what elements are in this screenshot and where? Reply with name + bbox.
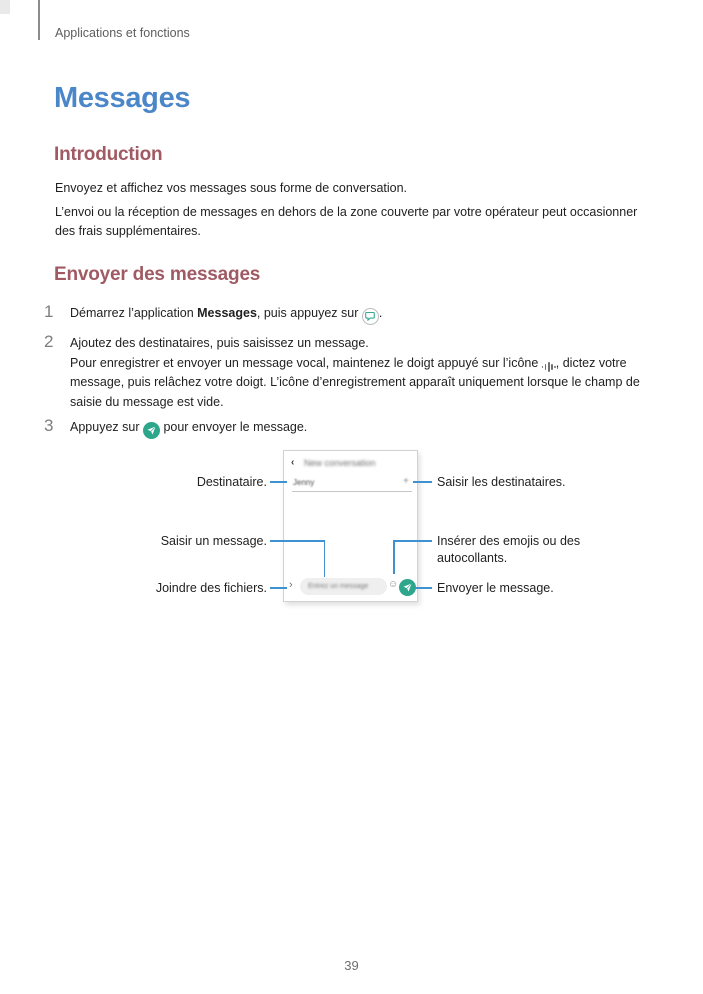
step-2-detail: Pour enregistrer et envoyer un message vocal, maintenez le doigt appuyé sur l’icône , dictez votre message, puis relâchez votre doigt. L’icône d’enregistrement apparaît uniquement lorsque le champ de saisie du message est vide.: [70, 356, 640, 409]
step-3-text: Appuyez sur pour envoyer le message.: [70, 418, 654, 439]
callout-envoyer-message: Envoyer le message.: [437, 581, 554, 595]
callout-line-joindre: [270, 587, 287, 589]
send-icon: [143, 422, 160, 439]
page-number: 39: [344, 958, 359, 973]
recipient-underline: [292, 491, 412, 492]
screen-title-blurred: New conversation: [304, 458, 376, 468]
add-recipient-icon[interactable]: +: [403, 476, 409, 487]
send-message-button[interactable]: [399, 579, 416, 596]
voice-waveform-icon: [542, 362, 556, 373]
callout-line-saisir-message-v: [324, 540, 326, 577]
attach-files-icon[interactable]: ›: [289, 579, 293, 591]
intro-paragraph-2: L’envoi ou la réception de messages en dehors de la zone couverte par votre opérateur peut occasionner des frais supplémentaires.: [55, 205, 638, 238]
page-edge-tab: [0, 0, 10, 14]
callout-line-emojis-v: [393, 540, 395, 574]
step-2-number: 2: [44, 332, 54, 351]
section-heading-send: Envoyer des messages: [54, 264, 261, 285]
step-3-number: 3: [44, 416, 54, 435]
section-heading-introduction: Introduction: [54, 144, 163, 165]
callout-line-destinataire: [270, 481, 287, 483]
intro-paragraph-1: Envoyez et affichez vos messages sous forme de conversation.: [55, 181, 408, 195]
back-icon[interactable]: ‹: [291, 457, 295, 468]
callout-saisir-destinataires: Saisir les destinataires.: [437, 475, 566, 489]
recipient-field[interactable]: Jenny: [293, 478, 315, 487]
emoji-icon[interactable]: ☺: [388, 579, 399, 590]
message-input[interactable]: [300, 578, 387, 595]
callout-line-emojis-h: [393, 540, 432, 542]
callout-line-saisir-message-h: [270, 540, 325, 542]
callout-destinataire: Destinataire.: [196, 475, 267, 489]
callout-joindre-fichiers: Joindre des fichiers.: [155, 581, 267, 595]
step-1-number: 1: [44, 302, 54, 321]
callout-line-envoyer: [415, 587, 432, 589]
running-header: Applications et fonctions: [55, 26, 190, 40]
callout-line-saisir-destinataires: [413, 481, 432, 483]
compose-chat-icon: [362, 308, 379, 325]
callout-inserer-emojis: Insérer des emojis ou des autocollants.: [437, 534, 581, 565]
app-name-bold: Messages: [197, 306, 257, 320]
header-rule: [38, 0, 40, 40]
message-input-placeholder-blurred: Entrez un message: [308, 583, 369, 590]
page-title: Messages: [54, 82, 191, 114]
step-1-text: Démarrez l’application Messages, puis appuyez sur .: [70, 304, 654, 325]
callout-saisir-message: Saisir un message.: [160, 534, 267, 548]
step-2-text: Ajoutez des destinataires, puis saisissez un message.: [70, 336, 369, 350]
phone-screenshot: [283, 450, 418, 602]
